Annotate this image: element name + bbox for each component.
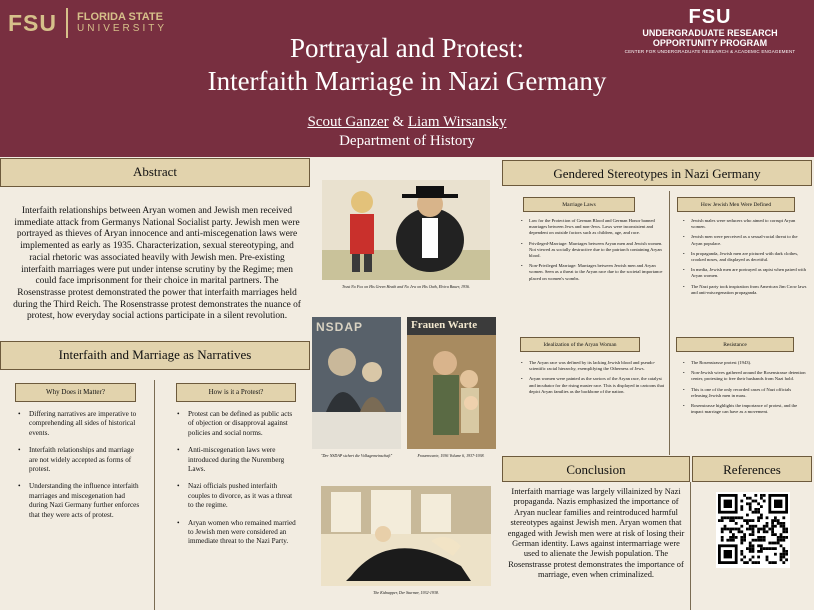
list-item: • Anti-miscegenation laws were introduced during the Nuremberg Laws.	[177, 446, 299, 474]
list-item: • Non-Privileged Marriage: Marriages between Jewish men and Aryan women. Seen as a threat to the Aryan race due to the societal importance placed on women's wombs.	[521, 263, 665, 282]
author-1: Scout Ganzer	[307, 114, 389, 130]
how-protest-list	[177, 410, 299, 555]
gendered-divider	[669, 191, 670, 455]
title-line-2: Interfaith Marriage in Nazi Germany	[207, 66, 607, 96]
list-item: • Jewish men were perceived as a sexual-racial threat to the Aryan populace.	[683, 234, 807, 246]
list-item: • In media, Jewish men are portrayed as rapist when paired with Aryan women.	[683, 267, 807, 279]
references-divider	[690, 482, 691, 610]
jewish-men-heading: How Jewish Men Were Defined	[677, 197, 795, 212]
logo-divider	[66, 8, 68, 38]
resistance-list	[683, 360, 807, 419]
fsu-logo-abbr: FSU	[8, 9, 57, 36]
how-protest-heading: How is it a Protest?	[176, 383, 296, 402]
list-item: • The Nazi party took inspiration from American Jim Crow laws and anti-miscegenation propaganda.	[683, 284, 807, 296]
image-4-caption: The Kidnapper, Der Sturmer, 1932-1938.	[373, 590, 439, 595]
list-item: • Law for the Protection of German Blood and German Honor banned marriages between Jews and non-Jews. Laws were inconsistent and dependent on outside factors such as children, age, and race.	[521, 218, 665, 237]
list-item: • Aryan women were painted as the saviors of the Aryan race, the catalyst and incubator for the rising master race. This is displayed in cartoons that depict Aryan families as the backbone of the nation.	[521, 376, 665, 395]
list-item: • Non-Jewish wives gathered around the Rosenstrasse detention center, protesting to free their husbands from Nazi hold.	[683, 370, 807, 382]
fsu-logo	[8, 6, 167, 40]
marriage-laws-heading: Marriage Laws	[523, 197, 635, 212]
propaganda-illustration-4	[321, 486, 491, 586]
list-item: • The Rosenstrasse protest (1943).	[683, 360, 807, 366]
urop-line-3: CENTER FOR UNDERGRADUATE RESEARCH & ACADEMIC ENGAGEMENT	[624, 49, 796, 54]
poster-title	[150, 32, 664, 98]
gendered-heading: Gendered Stereotypes in Nazi Germany	[502, 160, 812, 186]
propaganda-poster-2	[312, 317, 401, 449]
resistance-heading: Resistance	[676, 337, 794, 352]
abstract-heading: Abstract	[0, 158, 310, 187]
aryan-woman-heading: Idealization of the Aryan Woman	[520, 337, 640, 352]
author-separator: &	[388, 114, 408, 130]
list-item: • Privileged-Marriage: Marriages between Aryan men and Jewish women. Not viewed as socially destructive due to the patriarch containing Aryan blood.	[521, 241, 665, 260]
list-item: • Differing narratives are imperative to comprehending all sides of historical events.	[18, 410, 142, 438]
propaganda-poster-3	[407, 317, 496, 449]
image-3-caption: Frauenwarte, 1936 Volume 6, 1937-1938.	[417, 453, 485, 458]
urop-logo-abbr: FSU	[688, 6, 732, 28]
poster-header	[0, 0, 814, 157]
poster-2-title: NSDAP	[316, 320, 364, 334]
list-item: • Jewish males were seducers who aimed to corrupt Aryan women.	[683, 218, 807, 230]
why-matter-list	[18, 410, 142, 528]
marriage-laws-list	[521, 218, 665, 286]
fsu-name-line: FLORIDA STATE	[77, 11, 163, 23]
fsu-university-line: UNIVERSITY	[77, 23, 168, 34]
poster-3-title: Frauen Warte	[411, 319, 478, 331]
list-item: • In propaganda, Jewish men are pictured with dark clothes, crooked noses, and displayed as deceitful.	[683, 251, 807, 263]
conclusion-heading: Conclusion	[502, 456, 690, 482]
why-matter-heading: Why Does it Matter?	[15, 383, 136, 402]
list-item: • Nazi officials pushed interfaith couples to divorce, as it was a threat to the regime.	[177, 482, 299, 510]
aryan-woman-list	[521, 360, 665, 399]
list-item: • The Aryan race was defined by its lacking Jewish blood and pseudo-scientific racial hierarchy, exemplifying the Otherness of Jews.	[521, 360, 665, 372]
urop-line-1: UNDERGRADUATE RESEARCH	[642, 28, 778, 38]
conclusion-text: Interfaith marriage was largely villainized by Nazi propaganda. Nazis emphasized the importance of Aryan nuclear families and reintroduced harmful stereotypes against Jewish men. Aryan women that engaged with Jewish men were at risk of losing their German identity. Laws against intermarriage were used to alienate the Jewish population. The Rosenstrasse protest demonstrates the importance of marriage, even when criminalized.	[507, 487, 685, 580]
list-item: • Aryan women who remained married to Jewish men were considered an immediate threat to the Nazi Party.	[177, 519, 299, 547]
narratives-divider	[154, 380, 155, 610]
list-item: • Understanding the influence interfaith marriages and miscegenation had during Nazi Germany further enforces that they were acts of protest.	[18, 482, 142, 520]
list-item: • Rosenstrasse highlights the importance of protest, and the impact marriage can have as a movement.	[683, 403, 807, 415]
list-item: • This is one of the only recorded cases of Nazi officials releasing Jewish men in mass.	[683, 387, 807, 399]
authors-block	[200, 113, 614, 151]
jewish-men-list	[683, 218, 807, 300]
authors-line	[200, 113, 614, 132]
abstract-text: Interfaith relationships between Aryan women and Jewish men received immediate attack from Germanys National Socialist party. Jewish men were portrayed as thieves of Aryan innocence and anti-miscegenation laws were implemented as early as 1935. Characterization, sexual stereotyping, and racial rhetoric was associated heavily with Jewish men. Pre-existing interfaith marriages were put under intense scrutiny by the Regime; men could face imprisonment for their choice in marital partners. The Rosenstrasse protest demonstrated the power that interfaith marriages held during the Third Reich. The Rosenstrasse protest demonstrates the nuance of protest, how everyday social actions participate in a silent revolution.	[13, 206, 301, 322]
references-qr-code[interactable]	[716, 492, 790, 568]
fsu-logo-name	[77, 12, 167, 34]
list-item: • Protest can be defined as public acts of objection or disapproval against policies and social norms.	[177, 410, 299, 438]
title-line-1: Portrayal and Protest:	[290, 33, 524, 63]
urop-line-2: OPPORTUNITY PROGRAM	[652, 38, 768, 48]
propaganda-illustration-1	[322, 180, 490, 280]
list-item: • Interfaith relationships and marriage are not widely accepted as forms of protest.	[18, 446, 142, 474]
narratives-heading: Interfaith and Marriage as Narratives	[0, 341, 310, 370]
department: Department of History	[339, 133, 475, 149]
image-1-caption: Trust No Fox on His Green Heath and No Jew on His Oath, Elvira Bauer, 1936.	[341, 284, 471, 289]
author-2: Liam Wirsansky	[407, 114, 507, 130]
references-heading: References	[692, 456, 812, 482]
image-2-caption: "Der NSDAP sichert die Volksgemeinschaft"	[320, 453, 393, 458]
